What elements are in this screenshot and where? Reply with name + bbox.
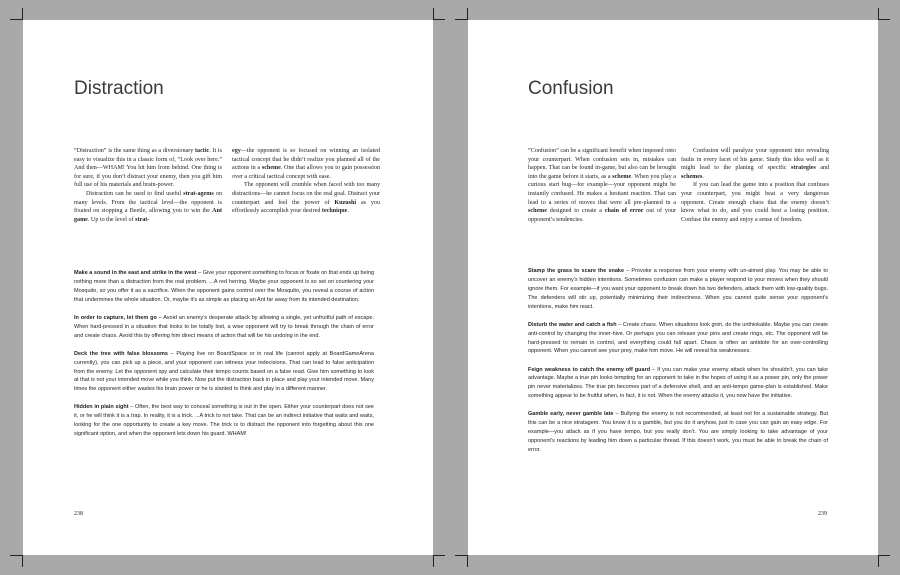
stratagem-paragraph	[74, 314, 374, 341]
crop-mark	[878, 8, 879, 20]
stratagem-heading: Feign weakness to catch the enemy off guard	[528, 366, 651, 373]
text-run: If you can lead the game into a position that confuses your counterpart, you might beat a very dangerous opponent. Create enough chaos that the enemy doesn’t know what to do, and you could best a losing position. Confuse the enemy and enjoy a sense of freedom.	[681, 182, 829, 223]
stratagem-paragraph	[74, 269, 374, 305]
text-run: The opponent will crumble when faced with too many distractions—he cannot focus on the real goal. Distract your counterpart and feel the power of	[232, 182, 380, 206]
intro-paragraph	[528, 147, 676, 224]
intro-paragraph	[681, 181, 829, 224]
crop-mark	[433, 8, 434, 20]
intro-column-1	[74, 147, 222, 224]
stratagem-list	[528, 267, 828, 464]
intro-column-2	[681, 147, 829, 224]
stratagem-text: – Give your opponent something to focus or fixate on that ends up being nothing more than a distraction from the real problem. ...A red herring. Maybe your opponent is so set on countering your Mosquito, so you offer it as a sacrifice. When the opponent gains control over the Mosquito, you reveal a course of action that undermines the whole situation. Or, maybe it’s as simple as placing an Ant far away from its intended destination.	[74, 270, 375, 303]
crop-mark	[22, 8, 23, 20]
text-run: —the opponent is so focused on winning an isolated tactical concept that he didn’t realize you planned all of the actions in a	[232, 148, 380, 172]
intro-paragraph	[681, 147, 829, 181]
crop-mark	[467, 555, 468, 567]
text-run: on many levels. From the tactical level—the opponent is fixated on stopping a Beetle, allowing you to win the	[74, 190, 222, 215]
text-run: . When you play a curious start bug—for example—your opponent might be instantly confused. He makes a hesitant reaction. That can lead to a series of moves that were all pre-planned in a	[528, 173, 676, 206]
text-run: .	[702, 173, 704, 180]
intro-paragraph	[232, 147, 380, 181]
intro-paragraph	[232, 181, 380, 215]
stratagem-heading: In order to capture, let them go	[74, 314, 157, 321]
crop-mark	[433, 555, 445, 556]
stratagem-text: – Create chaos. When situations look grim, do the unthinkable. Maybe you can create anti-control by changing the inner-hive. Or perhaps you can release your pins and create rings, etc. The opponent will be hard-pressed to remain in control, and everything could fall apart. Chaos is often an antidote for an over-controlling opponent. When you cannot see your prey, make him move. He will reveal his weaknesses.	[528, 321, 828, 355]
stratagem-paragraph	[528, 321, 828, 357]
stratagem-heading: Hidden in plain sight	[74, 404, 129, 411]
left-page	[23, 20, 433, 555]
text-run: as you effortlessly accomplish your desired	[232, 199, 380, 215]
stratagem-paragraph	[74, 403, 374, 439]
stratagem-heading: Gamble early, never gamble late	[528, 411, 614, 418]
text-run: designed to create a	[546, 208, 605, 215]
text-run: Distraction can be used to find useful	[86, 190, 184, 197]
text-run: .	[347, 208, 349, 215]
text-run: Confusion will paralyze your opponent into revealing faults in every facet of his game. Study this idea well as it might lead to the planing of specific	[681, 148, 829, 172]
text-run: and	[815, 165, 829, 172]
text-run: . Up to the level of	[87, 216, 136, 223]
crop-mark	[10, 555, 22, 556]
intro-paragraph	[74, 147, 222, 190]
page-title: Distraction	[74, 78, 164, 99]
stratagem-paragraph	[74, 350, 374, 395]
stratagem-text: – Bullying the enemy is not recommended, at least not for a sustainable strategy. But this can be a nice stratagem. You know it is a gamble, but you do it anyhow, just in case you can gain an easy edge. For example—you attack as if you have tempo, but you really don’t. You are simply looking to take advantage of your opponent’s reactions by leading him down a particular thread. If this doesn’t work, you must be able to break the chain of error.	[528, 411, 828, 453]
stratagem-paragraph	[528, 410, 828, 455]
crop-mark	[433, 555, 434, 567]
crop-mark	[467, 8, 468, 20]
crop-mark	[10, 19, 22, 20]
bold-term: strategies	[791, 165, 816, 172]
intro-column-2	[232, 147, 380, 216]
page-number: 238	[74, 511, 83, 517]
page-title: Confusion	[528, 78, 614, 99]
stratagem-list	[74, 269, 374, 448]
text-run: . One that allows you to gain possession over a critical tactical concept with ease.	[232, 165, 380, 180]
crop-mark	[455, 555, 467, 556]
crop-mark	[878, 555, 890, 556]
bold-term: technique	[321, 208, 348, 215]
crop-mark	[455, 19, 467, 20]
stratagem-paragraph	[528, 267, 828, 312]
stratagem-heading: Disturb the water and catch a fish	[528, 321, 617, 328]
crop-mark	[878, 19, 890, 20]
stratagem-text: – Often, the best way to conceal something is out in the open. Either your counterpart does not see it, or he will think it is a trap. In reality, it is a trick. ...A trick to not take. That can be an indirect initiative that waits and waits, looking for the one opportunity to create a key move. The trick is to distract the opponent into forgetting about this one significant option, and when the opponent lets down his guard. WHAM!	[74, 404, 374, 438]
intro-column-1	[528, 147, 676, 224]
bold-term: Kuzushi	[334, 199, 357, 206]
bold-term: scheme	[261, 165, 281, 172]
stratagem-heading: Make a sound in the east and strike in the west	[74, 270, 197, 276]
text-run: out of your opponent’s tendencies.	[528, 208, 676, 223]
crop-mark	[878, 555, 879, 567]
stratagem-paragraph	[528, 366, 828, 402]
stratagem-text: – Avoid an enemy’s desperate attack by allowing a single, yet unfruitful path of escape. When hard-pressed in a situation that looks to be totally lost, a wise opponent will try to break through the chain of error and create chaos. Avoid this by offering him direct means of action that will be his undoing in the end.	[74, 314, 374, 339]
stratagem-text: – If you can make your enemy attack when he shouldn’t, you can take advantage. Maybe a true pin looks tempting for an opponent to take in the hopes of using it as a power pin, only the power pin never materializes. The true pin becomes part of a defensive shell, and an anti-tempo game-plan is established. Make something appear to be fruitful when, in fact, it is not. When the enemy attacks it, you now have the initiative.	[528, 366, 829, 400]
bold-term: chain of error	[604, 208, 644, 215]
bold-term: tactic	[195, 148, 210, 154]
stratagem-heading: Deck the tree with false blossoms	[74, 350, 168, 357]
stratagem-heading: Stamp the grass to scare the snake	[528, 268, 625, 274]
text-run: . It is easy to visualize this in a classic form of, “Look over here.” And then—WHAM! You hit him from behind. One thing is for sure, if you don’t distract your enemy, then you gift him full use of his materials and brain-power.	[74, 148, 222, 189]
bold-term: strat-agems	[183, 190, 214, 197]
bold-term: Ant game	[74, 208, 222, 223]
bold-term: scheme	[612, 173, 632, 180]
right-page	[468, 20, 878, 555]
text-run: “Distraction” is the same thing as a diversionary	[74, 148, 196, 154]
crop-mark	[433, 19, 445, 20]
intro-paragraph	[74, 190, 222, 224]
bold-term: strat-	[135, 216, 150, 223]
stratagem-text: – Provoke a response from your enemy with un-aimed play. You may be able to uncover an enemy’s hidden intentions. Sometimes confusion can make a player respond to your moves when they should ignore them. For example—if you want your opponent to break down his two defenders, attack them with low-quality bugs. The defenders will stir up, potentially minimizing their indirectness. When you cannot quite sense your opponent’s intentions, make him react.	[528, 268, 828, 310]
text-run: “Confusion” can be a significant benefit when imposed onto your counterpart. When confusion sets in, mistakes can happen. That can be found in-game, but also can be brought into the game before it starts, as a	[528, 148, 676, 180]
crop-mark	[22, 555, 23, 567]
bold-term: scheme	[528, 208, 547, 215]
bold-term: egy	[232, 148, 241, 154]
bold-term: schemes	[681, 173, 703, 180]
stratagem-text: – Playing live on BoardSpace or in real life (cannot apply at BoardGameArena currently), you can pick up a piece, and your opponent can witness your indecisions. That can lead to false anticipation from the enemy. Let the opponent spy and calculate their tempo counts based on a false read. Give him something to look at that is not your intended move while you think. Now put the distraction back in place and play your intended move. Many times the opponent either wastes his brain power or he is slanted to think and play in a different manner.	[74, 350, 374, 393]
page-number: 239	[818, 511, 827, 517]
